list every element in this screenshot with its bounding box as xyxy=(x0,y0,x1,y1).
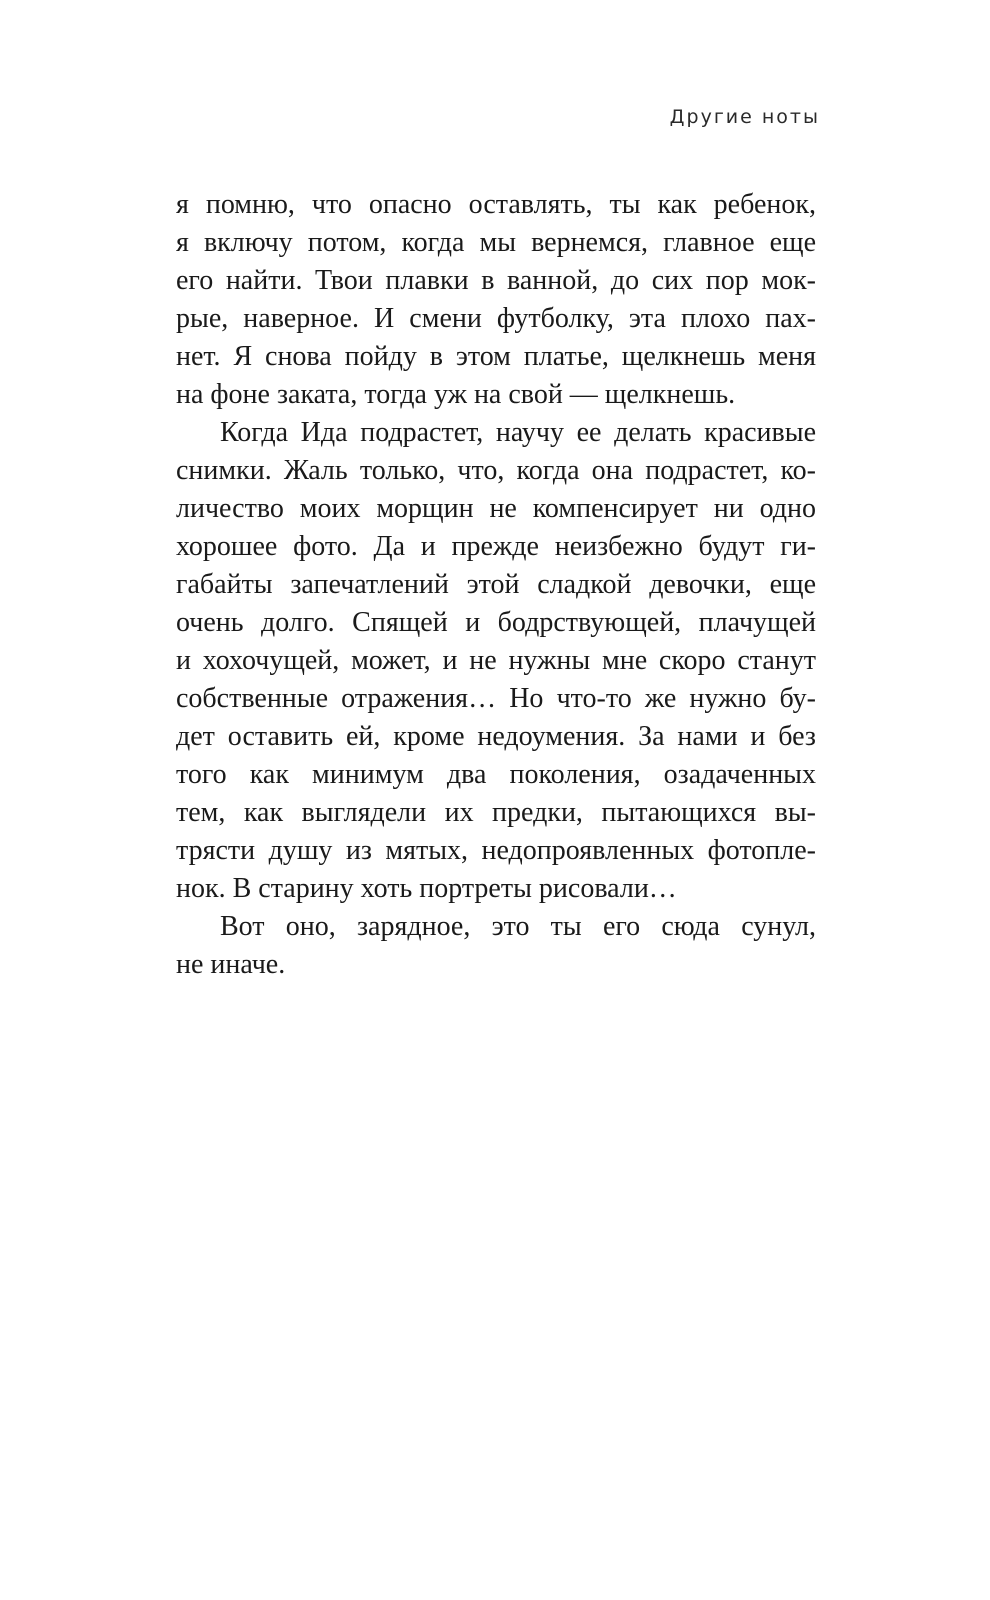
text-line: личество моих морщин не компенсирует ни одно xyxy=(176,493,816,524)
text-line: его найти. Твои плавки в ванной, до сих пор мок- xyxy=(176,265,816,296)
text-line: трясти душу из мятых, недопроявленных фотопле- xyxy=(176,835,816,866)
text-line: и хохочущей, может, и не нужны мне скоро станут xyxy=(176,645,816,676)
running-header: Другие ноты xyxy=(669,106,820,128)
text-line: дет оставить ей, кроме недоумения. За нами и без xyxy=(176,721,816,752)
text-line: нок. В старину хоть портреты рисовали… xyxy=(176,873,677,904)
text-line: тем, как выглядели их предки, пытающихся вы- xyxy=(176,797,816,828)
text-line: собственные отражения… Но что-то же нужно бу- xyxy=(176,683,816,714)
text-line: снимки. Жаль только, что, когда она подрастет, ко- xyxy=(176,455,816,486)
text-line: хорошее фото. Да и прежде неизбежно будут ги- xyxy=(176,531,816,562)
text-line: нет. Я снова пойду в этом платье, щелкнешь меня xyxy=(176,341,816,372)
text-line: габайты запечатлений этой сладкой девочки, еще xyxy=(176,569,816,600)
text-line: я помню, что опасно оставлять, ты как ребенок, xyxy=(176,189,816,220)
text-line: не иначе. xyxy=(176,949,286,980)
text-line: Вот оно, зарядное, это ты его сюда сунул, xyxy=(220,911,816,942)
text-line: очень долго. Спящей и бодрствующей, плачущей xyxy=(176,607,816,638)
text-line: я включу потом, когда мы вернемся, главное еще xyxy=(176,227,816,258)
text-line: рые, наверное. И смени футболку, эта плохо пах- xyxy=(176,303,816,334)
text-line: на фоне заката, тогда уж на свой — щелкнешь. xyxy=(176,379,736,410)
text-line: того как минимум два поколения, озадаченных xyxy=(176,759,816,790)
body-text xyxy=(176,186,816,984)
text-line: Когда Ида подрастет, научу ее делать красивые xyxy=(220,417,816,448)
